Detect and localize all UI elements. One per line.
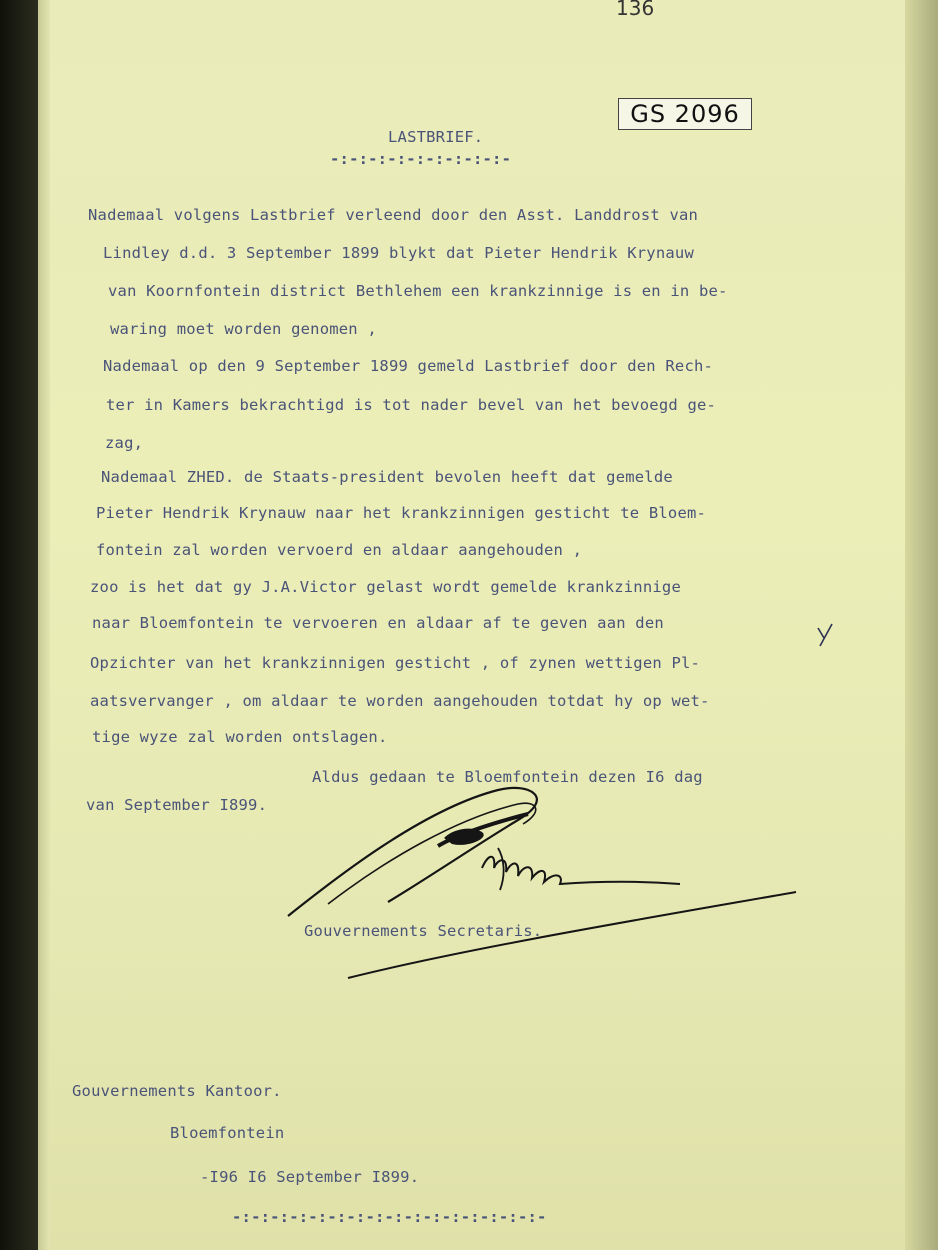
office-name: Gouvernements Kantoor. — [72, 1082, 282, 1100]
body-line: ter in Kamers bekrachtigd is tot nader bevel van het bevoegd ge- — [106, 396, 717, 414]
closing-line: Aldus gedaan te Bloemfontein dezen I6 dag — [312, 768, 703, 786]
body-line: Opzichter van het krankzinnigen gesticht , of zynen wettigen Pl- — [90, 654, 701, 672]
background-left — [0, 0, 38, 1250]
body-line: Lindley d.d. 3 September 1899 blykt dat Pieter Hendrik Krynauw — [103, 244, 694, 262]
signatory-title: Gouvernements Secretaris. — [304, 922, 543, 940]
footer-rule: -:-:-:-:-:-:-:-:-:-:-:-:-:-:-:-:- — [232, 1208, 547, 1226]
folio-number: 136 — [616, 0, 655, 20]
body-line: van Koornfontein district Bethlehem een krankzinnige is en in be- — [108, 282, 728, 300]
body-line: zoo is het dat gy J.A.Victor gelast wordt gemelde krankzinnige — [90, 578, 681, 596]
body-line: waring moet worden genomen , — [110, 320, 377, 338]
page-shadow — [905, 0, 938, 1250]
body-line: aatsvervanger , om aldaar te worden aangehouden totdat hy op wet- — [90, 692, 710, 710]
body-line: Nademaal op den 9 September 1899 gemeld Lastbrief door den Rech- — [103, 357, 714, 375]
signature — [268, 768, 808, 988]
document-title: LASTBRIEF. — [388, 128, 484, 146]
office-date: -I96 I6 September I899. — [200, 1168, 420, 1186]
handwritten-mark — [814, 620, 838, 650]
body-line: zag, — [105, 434, 144, 452]
body-line: Nademaal volgens Lastbrief verleend door den Asst. Landdrost van — [88, 206, 699, 224]
body-line: Nademaal ZHED. de Staats-president bevolen heeft dat gemelde — [101, 468, 673, 486]
body-line: tige wyze zal worden ontslagen. — [92, 728, 388, 746]
body-line: Pieter Hendrik Krynauw naar het krankzinnigen gesticht te Bloem- — [96, 504, 707, 522]
closing-line: van September I899. — [86, 796, 268, 814]
reference-label: GS 2096 — [618, 98, 752, 130]
body-line: naar Bloemfontein te vervoeren en aldaar af te geven aan den — [92, 614, 664, 632]
office-city: Bloemfontein — [170, 1124, 285, 1142]
page-edge — [38, 0, 50, 1250]
body-line: fontein zal worden vervoerd en aldaar aangehouden , — [96, 541, 583, 559]
title-rule: -:-:-:-:-:-:-:-:-:- — [330, 150, 512, 168]
